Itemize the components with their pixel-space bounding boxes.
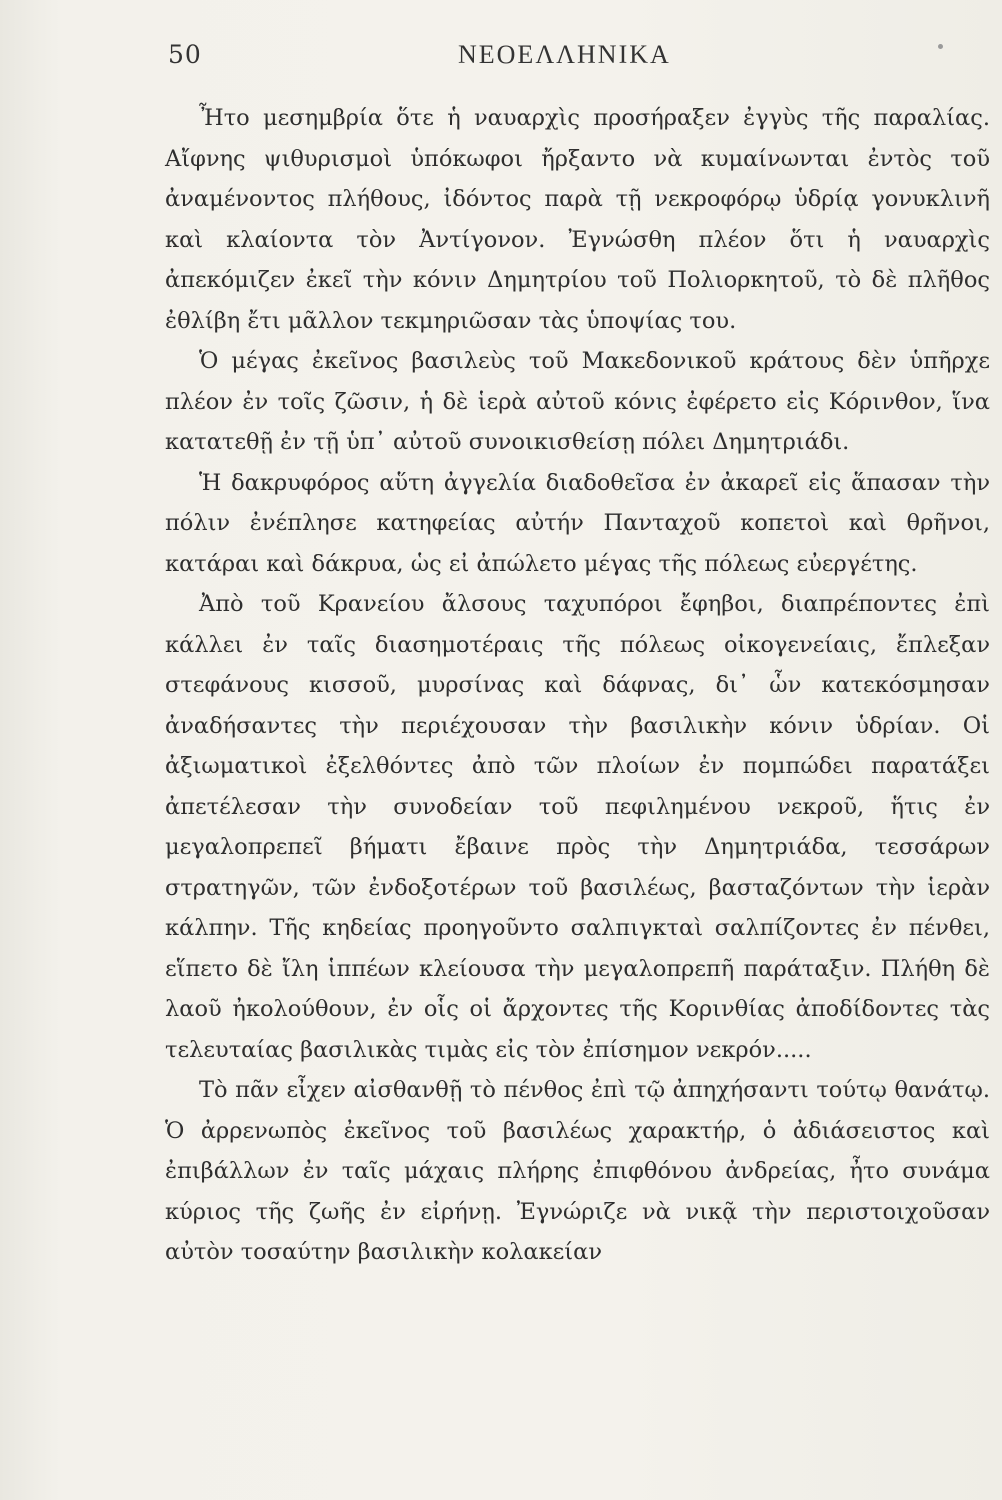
running-title: ΝΕΟΕΛΛΗΝΙΚΑ [458, 40, 671, 69]
page-number: 50 [168, 40, 202, 69]
paragraph-5: Τὸ πᾶν εἶχεν αἰσθανθῇ τὸ πένθος ἐπὶ τῷ ἀπηχήσαντι τούτῳ θανάτῳ. Ὁ ἀρρενωπὸς ἐκεῖνος τοῦ βασιλέως χαρακτήρ, ὁ ἀδιάσειστος καὶ ἐπιβάλλων ἐν ταῖς μάχαις πλήρης ἐπιφθόνου ἀνδρείας, ἦτο συνάμα κύριος τῆς ζωῆς ἐν εἰρήνῃ. Ἐγνώριζε νὰ νικᾷ τὴν περιστοιχοῦσαν αὐτὸν τοσαύτην βασιλικὴν κολακείαν [165, 1077, 990, 1265]
paragraph-3: Ἡ δακρυφόρος αὕτη ἀγγελία διαδοθεῖσα ἐν ἀκαρεῖ εἰς ἅπασαν τὴν πόλιν ἐνέπλησε κατηφείας αὐτήν Πανταχοῦ κοπετοὶ καὶ θρῆνοι, κατάραι καὶ δάκρυα, ὡς εἰ ἀπώλετο μέγας τῆς πόλεως εὐεργέτης. [165, 469, 990, 577]
paragraph-4: Ἀπὸ τοῦ Κρανείου ἄλσους ταχυπόροι ἔφηβοι, διαπρέποντες ἐπὶ κάλλει ἐν ταῖς διασημοτέραις τῆς πόλεως οἰκογενείαις, ἔπλεξαν στεφάνους κισσοῦ, μυρσίνας καὶ δάφνας, δι᾽ ὧν κατεκόσμησαν ἀναδήσαντες τὴν περιέχουσαν τὴν βασιλικὴν κόνιν ὑδρίαν. Οἱ ἀξιωματικοὶ ἐξελθόντες ἀπὸ τῶν πλοίων ἐν πομπώδει παρατάξει ἀπετέλεσαν τὴν συνοδείαν τοῦ πεφιλημένου νεκροῦ, ἥτις ἐν μεγαλοπρεπεῖ βήματι ἔβαινε πρὸς τὴν Δημητριάδα, τεσσάρων στρατηγῶν, τῶν ἐνδοξοτέρων τοῦ βασιλέως, βασταζόντων τὴν ἱερὰν κάλπην. Τῆς κηδείας προηγοῦντο σαλπιγκταὶ σαλπίζοντες ἐν πένθει, εἵπετο δὲ ἴλη ἱππέων κλείουσα τὴν μεγαλοπρεπῆ παράταξιν. Πλήθη δὲ λαοῦ ἠκολούθουν, ἐν οἷς οἱ ἄρχοντες τῆς Κορινθίας ἀποδίδοντες τὰς τελευταίας βασιλικὰς τιμὰς εἰς τὸν ἐπίσημον νεκρόν..... [165, 591, 990, 1063]
page-header [168, 40, 908, 82]
print-speck [938, 44, 943, 49]
body-text [165, 98, 990, 1273]
paragraph-1: Ἦτο μεσημβρία ὅτε ἡ ναυαρχὶς προσήραξεν ἐγγὺς τῆς παραλίας. Αἴφνης ψιθυρισμοὶ ὑπόκωφοι ἤρξαντο νὰ κυμαίνωνται ἐντὸς τοῦ ἀναμένοντος πλήθους, ἰδόντος παρὰ τῇ νεκροφόρῳ ὑδρίᾳ γονυκλινῆ καὶ κλαίοντα τὸν Ἀντίγονον. Ἐγνώσθη πλέον ὅτι ἡ ναυαρχὶς ἀπεκόμιζεν ἐκεῖ τὴν κόνιν Δημητρίου τοῦ Πολιορκητοῦ, τὸ δὲ πλῆθος ἐθλίβη ἔτι μᾶλλον τεκμηριῶσαν τὰς ὑποψίας του. [165, 105, 990, 334]
paragraph-2: Ὁ μέγας ἐκεῖνος βασιλεὺς τοῦ Μακεδονικοῦ κράτους δὲν ὑπῆρχε πλέον ἐν τοῖς ζῶσιν, ἡ δὲ ἱερὰ αὐτοῦ κόνις ἐφέρετο εἰς Κόρινθον, ἵνα κατατεθῇ ἐν τῇ ὑπ᾽ αὐτοῦ συνοικισθείσῃ πόλει Δημητριάδι. [165, 348, 990, 455]
